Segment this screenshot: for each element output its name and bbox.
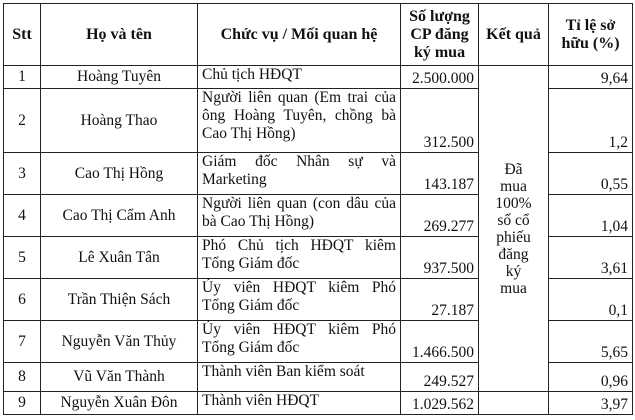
row-shares: 2.500.000 bbox=[401, 66, 479, 89]
row-ratio: 3,61 bbox=[549, 237, 633, 279]
row-ratio: 0,96 bbox=[549, 363, 633, 392]
row-role: Chủ tịch HĐQT bbox=[198, 66, 401, 89]
row-ratio: 9,64 bbox=[549, 66, 633, 89]
row-name: Lê Xuân Tân bbox=[41, 237, 198, 279]
row-role: Thành viên HĐQT bbox=[198, 392, 401, 415]
header-name: Họ và tên bbox=[41, 4, 198, 66]
row-ratio: 1,04 bbox=[549, 195, 633, 237]
row-ratio: 1,2 bbox=[549, 89, 633, 153]
row-stt: 3 bbox=[4, 153, 41, 195]
row-name: Cao Thị Hồng bbox=[41, 153, 198, 195]
row-ratio: 0,55 bbox=[549, 153, 633, 195]
row-role: Phó Chủ tịch HĐQT kiêm Tổng Giám đốc bbox=[198, 237, 401, 279]
row-ratio: 3,97 bbox=[549, 392, 633, 415]
header-result: Kết quả bbox=[479, 4, 549, 66]
row-stt: 1 bbox=[4, 66, 41, 89]
row-name: Hoàng Thao bbox=[41, 89, 198, 153]
row-name: Vũ Văn Thành bbox=[41, 363, 198, 392]
row-shares: 312.500 bbox=[401, 89, 479, 153]
row-role: Thành viên Ban kiểm soát bbox=[198, 363, 401, 392]
row-shares: 1.029.562 bbox=[401, 392, 479, 415]
row-role: Giám đốc Nhân sự và Marketing bbox=[198, 153, 401, 195]
header-role: Chức vụ / Mối quan hệ bbox=[198, 4, 401, 66]
share-purchase-table bbox=[3, 3, 633, 415]
header-shares: Số lượng CP đăng ký mua bbox=[401, 4, 479, 66]
row-shares: 937.500 bbox=[401, 237, 479, 279]
row-stt: 7 bbox=[4, 321, 41, 363]
row-shares: 249.527 bbox=[401, 363, 479, 392]
header-row bbox=[4, 4, 633, 66]
result-cell-empty bbox=[479, 392, 549, 415]
row-name: Hoàng Tuyên bbox=[41, 66, 198, 89]
table-row bbox=[4, 392, 633, 415]
row-shares: 269.277 bbox=[401, 195, 479, 237]
row-role: Ủy viên HĐQT kiêm Phó Tổng Giám đốc bbox=[198, 321, 401, 363]
row-ratio: 5,65 bbox=[549, 321, 633, 363]
row-shares: 27.187 bbox=[401, 279, 479, 321]
row-role: Người liên quan (Em trai của ông Hoàng Tuyên, chồng bà Cao Thị Hồng) bbox=[198, 89, 401, 153]
row-role: Ủy viên HĐQT kiêm Phó Tổng Giám đốc bbox=[198, 279, 401, 321]
table-row bbox=[4, 66, 633, 89]
row-stt: 2 bbox=[4, 89, 41, 153]
row-name: Nguyễn Xuân Đôn bbox=[41, 392, 198, 415]
row-shares: 1.466.500 bbox=[401, 321, 479, 363]
row-stt: 6 bbox=[4, 279, 41, 321]
result-cell: Đã mua 100% số cổ phiếu đăng ký mua bbox=[479, 66, 549, 392]
row-stt: 5 bbox=[4, 237, 41, 279]
row-stt: 9 bbox=[4, 392, 41, 415]
row-stt: 4 bbox=[4, 195, 41, 237]
row-role: Người liên quan (con dâu của bà Cao Thị Hồng) bbox=[198, 195, 401, 237]
row-name: Cao Thị Cẩm Anh bbox=[41, 195, 198, 237]
row-name: Trần Thiện Sách bbox=[41, 279, 198, 321]
row-shares: 143.187 bbox=[401, 153, 479, 195]
row-name: Nguyễn Văn Thủy bbox=[41, 321, 198, 363]
header-ratio: Tỉ lệ sở hữu (%) bbox=[549, 4, 633, 66]
row-stt: 8 bbox=[4, 363, 41, 392]
row-ratio: 0,1 bbox=[549, 279, 633, 321]
header-stt: Stt bbox=[4, 4, 41, 66]
